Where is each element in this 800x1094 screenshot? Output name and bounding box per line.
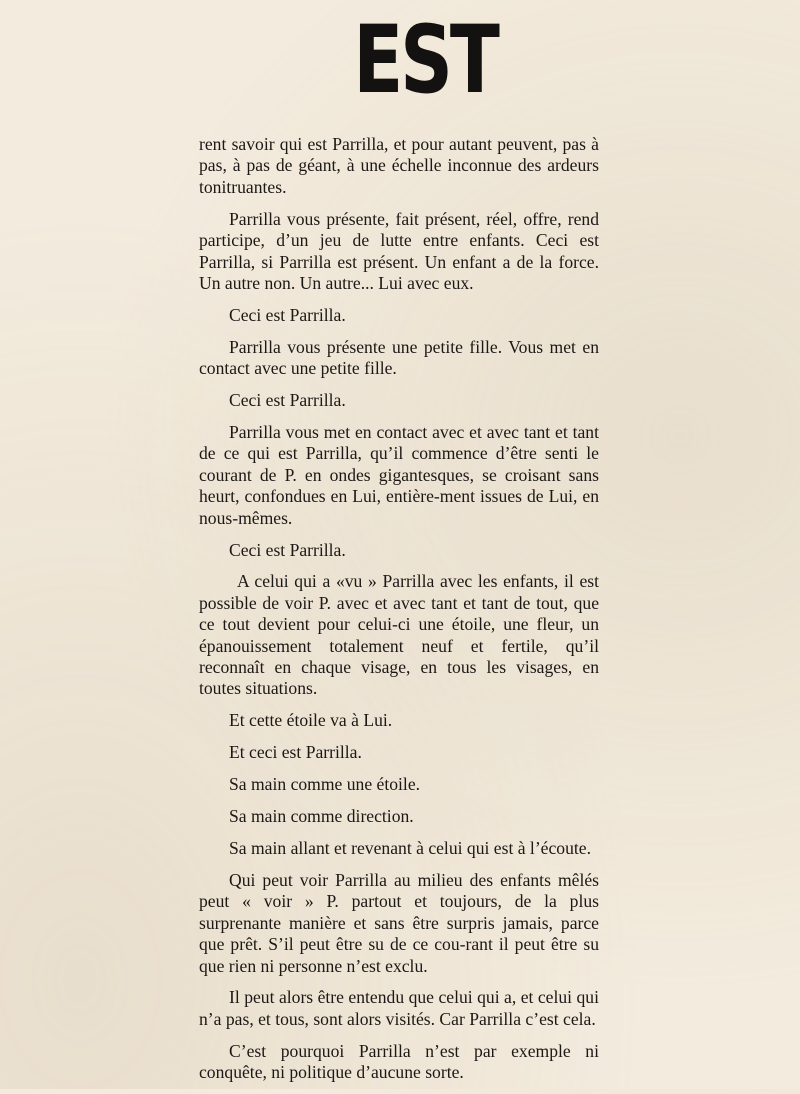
paragraph: Sa main allant et revenant à celui qui est à l’écoute.: [229, 837, 591, 858]
paragraph: Parrilla vous met en contact avec et avec tant et tant de ce qui est Parrilla, qu’il commence d’être senti le courant de P. en ondes gigantesques, se croisant sans heurt, confondues en Lui, entière-ment issues de Lui, en nous-mêmes.: [199, 421, 599, 528]
paragraph: rent savoir qui est Parrilla, et pour autant peuvent, pas à pas, à pas de géant, à une échelle inconnue des ardeurs tonitruantes.: [199, 134, 599, 197]
paragraph: Il peut alors être entendu que celui qui a, et celui qui n’a pas, et tous, sont alors visités. Car Parrilla c’est cela.: [199, 987, 599, 1029]
page-heading: EST: [353, 6, 497, 115]
body-text: [199, 134, 599, 1094]
paragraph: Qui peut voir Parrilla au milieu des enfants mêlés peut « voir » P. partout et toujours, de la plus surprenante manière et sans être surpris jamais, parce que prêt. S’il peut être su de ce cou-rant il peut être su que rien ni personne n’est exclu.: [199, 869, 599, 976]
paragraph: Ceci est Parrilla.: [229, 390, 346, 411]
paragraph: Sa main comme une étoile.: [229, 774, 421, 795]
paragraph: C’est pourquoi Parrilla n’est par exemple ni conquête, ni politique d’aucune sorte.: [199, 1040, 599, 1083]
paragraph: Ceci est Parrilla.: [229, 539, 346, 560]
paragraph: Parrilla vous présente, fait présent, réel, offre, rend participe, d’un jeu de lutte entre enfants. Ceci est Parrilla, si Parrilla est présent. Un enfant a de la force. Un autre non. Un autre... Lui avec eux.: [199, 208, 599, 293]
paragraph: Sa main comme direction.: [229, 806, 414, 827]
paragraph: Et cette étoile va à Lui.: [229, 710, 393, 731]
paragraph: Et ceci est Parrilla.: [229, 742, 362, 763]
paragraph: Parrilla vous présente une petite fille. Vous met en contact avec une petite fille.: [199, 336, 599, 379]
paragraph: Ceci est Parrilla.: [229, 304, 346, 325]
paragraph: A celui qui a «vu » Parrilla avec les enfants, il est possible de voir P. avec et avec tant et tant de tout, que ce tout devient pour celui-ci une étoile, une fleur, un épanouissement totalement neuf et fertile, qu’il reconnaît en chaque visage, en tous les visages, en toutes situations.: [199, 571, 599, 699]
